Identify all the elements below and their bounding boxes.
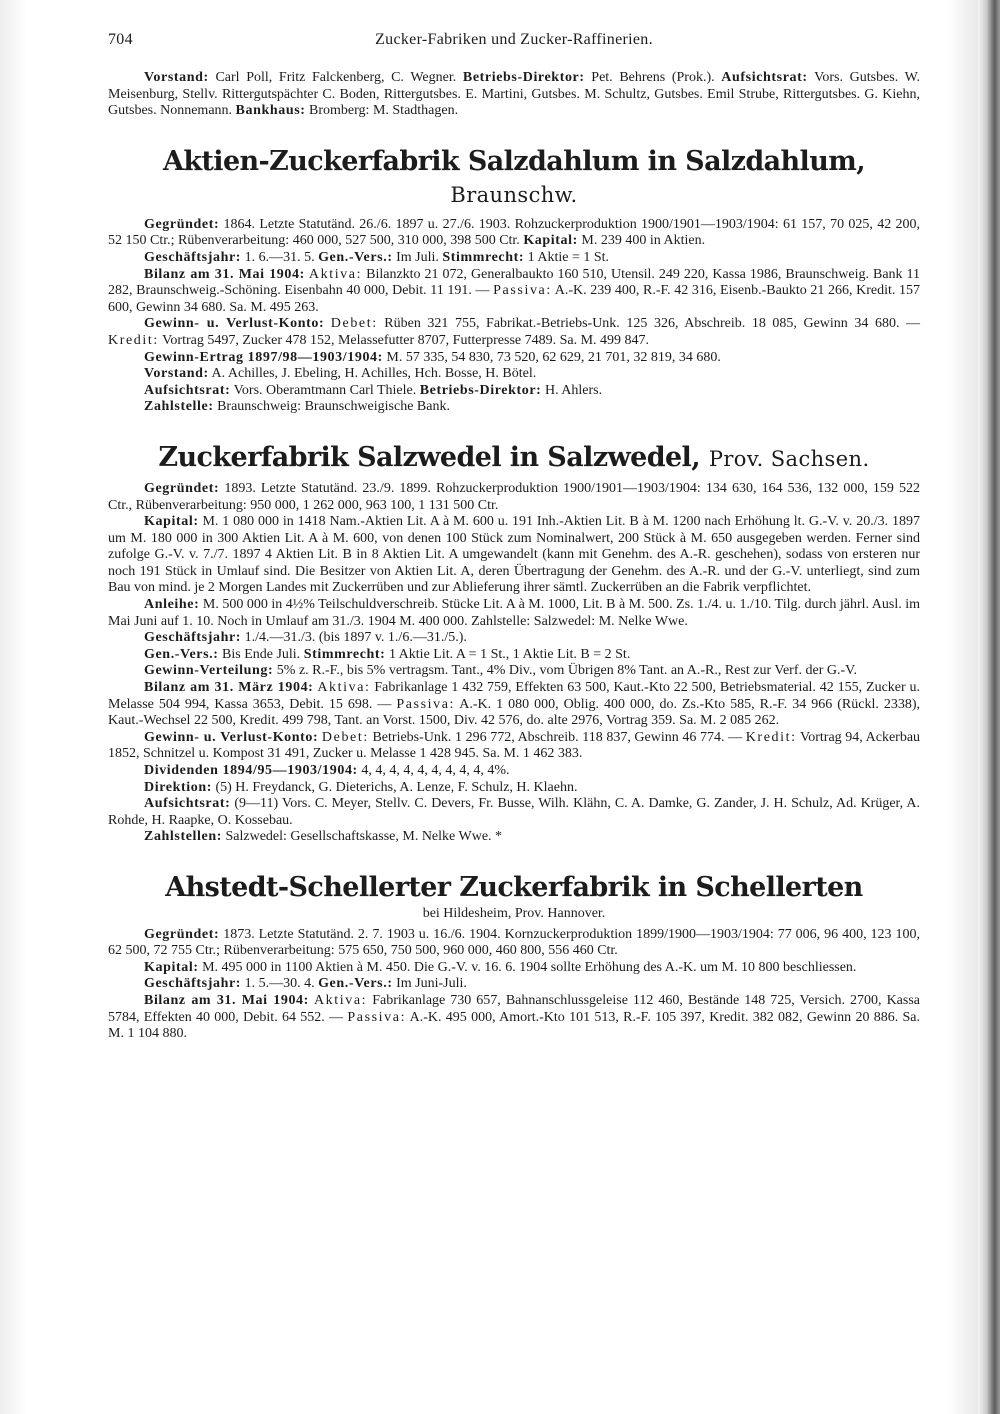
- para-geschaeftsjahr: [108, 630, 920, 647]
- label-passiva: Passiva:: [347, 1009, 407, 1025]
- text-stimmrecht: 1 Aktie Lit. A = 1 St., 1 Aktie Lit. B = 2 St.: [388, 646, 631, 662]
- label-genvers: Gen.-Vers.:: [318, 249, 393, 265]
- para-gegruendet: [108, 927, 920, 960]
- label-vorstand: Vorstand:: [144, 366, 209, 382]
- section-title-text: Ahstedt-Schellerter Zuckerfabrik in Schellerten: [165, 871, 863, 903]
- label-aufsichtsrat: Aufsichtsrat:: [144, 382, 231, 398]
- label-gewinn-ertrag: Gewinn-Ertrag 1897/98—1903/1904:: [144, 349, 383, 365]
- text-vorstand: A. Achilles, J. Ebeling, H. Achilles, Hch. Bosse, H. Bötel.: [211, 366, 537, 382]
- text-aufsichtsrat: Vors. Gutsbes. W. Meisenburg, Stellv. Rittergutspächter C. Boden, Rittergutsbes. E. Martini, Gutsbes. M. Schultz, Gutsbes. Emil Strube, Rittergutsbes. G. Kiehn, Gutsbes. Nonnemann.: [108, 70, 921, 119]
- section-location: Braunschw.: [450, 182, 578, 207]
- text-debet: Betriebs-Unk. 1 296 772, Abschreib. 118 837, Gewinn 46 774. —: [372, 729, 743, 745]
- text-geschaeftsjahr: 1. 5.—30. 4.: [244, 976, 315, 992]
- label-guv: Gewinn- u. Verlust-Konto:: [144, 729, 319, 745]
- para-direktion: [108, 780, 920, 797]
- intro-vorstand-para: [108, 70, 920, 120]
- section-salzdahlum: [108, 146, 920, 416]
- text-gegruendet: 1864. Letzte Statutänd. 26./6. 1897 u. 27./6. 1903. Rohzuckerproduktion 1900/1901—1903/1904: 61 157, 70 025, 42 200, 52 150 Ctr.; Rübenverarbeitung: 460 000, 527 500, 310 000, 398 500 Ctr.: [108, 216, 921, 249]
- text-vorstand: Carl Poll, Fritz Falckenberg, C. Wegner.: [215, 70, 457, 85]
- page-number: 704: [108, 31, 133, 48]
- label-bilanz: Bilanz am 31. Mai 1904:: [144, 266, 305, 282]
- running-title: Zucker-Fabriken und Zucker-Raffinerien.: [375, 31, 653, 48]
- text-direktion: (5) H. Freydanck, G. Dieterichs, A. Lenze, F. Schulz, H. Klaehn.: [215, 779, 578, 795]
- label-geschaeftsjahr: Geschäftsjahr:: [144, 249, 242, 265]
- para-aufsichtsrat: [108, 796, 920, 829]
- label-bankhaus: Bankhaus:: [235, 103, 306, 119]
- label-zahlstellen: Zahlstellen:: [144, 829, 222, 845]
- para-anleihe: [108, 597, 920, 630]
- label-kapital: Kapital:: [144, 959, 199, 975]
- text-aufsichtsrat: (9—11) Vors. C. Meyer, Stellv. C. Devers, Fr. Busse, Wilh. Klähn, C. A. Damke, G. Zander, J. H. Schulz, Ad. Krüger, A. Rohde, H. Raapke, O. Kossebau.: [108, 796, 920, 828]
- para-geschaeftsjahr: [108, 250, 920, 267]
- label-stimmrecht: Stimmrecht:: [303, 646, 386, 662]
- text-gegruendet: 1873. Letzte Statutänd. 2. 7. 1903 u. 16./6. 1904. Kornzuckerproduktion 1899/1900—1903/1904: 77 006, 96 400, 123 100, 62 500, 72 755 Ctr.; Rübenverarbeitung: 575 650, 750 500, 960 000, 460 800, 556 460 Ctr.: [108, 926, 921, 959]
- label-gegruendet: Gegründet:: [144, 926, 220, 942]
- label-aktiva: Aktiva:: [317, 680, 371, 696]
- label-passiva: Passiva:: [493, 283, 552, 299]
- para-dividenden: [108, 763, 920, 780]
- para-kapital: [108, 960, 920, 977]
- running-head: [108, 18, 920, 52]
- text-dividenden: 4, 4, 4, 4, 4, 4, 4, 4, 4, 4%.: [361, 763, 510, 778]
- para-gewinn-verteilung: [108, 663, 920, 680]
- section-ahstedt: [108, 872, 920, 1043]
- para-bilanz: [108, 267, 920, 317]
- text-gewinn-verteilung: 5% z. R.-F., bis 5% vertragsm. Tant., 4% Div., vom Übrigen 8% Tant. an A.-R., Rest zur Verf. der G.-V.: [276, 663, 857, 679]
- label-bilanz: Bilanz am 31. Mai 1904:: [144, 992, 309, 1008]
- para-genvers: [108, 647, 920, 664]
- label-guv: Gewinn- u. Verlust-Konto:: [144, 316, 325, 332]
- text-kredit: Vortrag 94, Ackerbau 1852, Schnitzel u. Kompost 31 491, Zucker u. Melasse 1 428 945. Sa. M. 1 462 383.: [108, 729, 921, 762]
- text-gegruendet: 1893. Letzte Statutänd. 23./9. 1899. Rohzuckerproduktion 1900/1901—1903/1904: 134 630, 164 536, 132 000, 159 522 Ctr., Rübenverarbeitung: 950 000, 1 262 000, 963 100, 1 131 500 Ctr.: [108, 480, 921, 513]
- label-kredit: Kredit:: [108, 332, 159, 348]
- para-kapital: [108, 514, 920, 597]
- section-title-text: Zuckerfabrik Salzwedel in Salzwedel,: [158, 441, 701, 473]
- para-zahlstelle: [108, 399, 920, 416]
- text-aktiva: Fabrikanlage 1 432 759, Effekten 63 500, Kaut.-Kto 22 500, Betriebsmaterial. 42 155, Zucker u. Melasse 504 994, Kassa 3653, Debit. 15 698. —: [108, 680, 921, 712]
- intro-block: [108, 70, 920, 120]
- label-aufsichtsrat: Aufsichtsrat:: [721, 70, 808, 85]
- label-geschaeftsjahr: Geschäftsjahr:: [144, 630, 242, 646]
- label-stimmrecht: Stimmrecht:: [442, 249, 525, 265]
- label-vorstand: Vorstand:: [144, 70, 209, 85]
- section-title: [108, 146, 920, 211]
- text-passiva: A.-K. 1 080 000, Oblig. 400 000, do. Zs.-Kto 585, R.-F. 34 966 (Rückl. 2338), Kaut.-Wechsel 22 500, Kredit. 499 798, Tant. an Vorst. 1500, Div. 42 576, do. alte 2976, Vortrag 359. Sa. M. 2 085 262.: [108, 696, 920, 729]
- label-kapital: Kapital:: [144, 514, 199, 530]
- para-gewinn-ertrag: [108, 350, 920, 367]
- para-geschaeftsjahr: [108, 976, 920, 993]
- label-kapital: Kapital:: [523, 233, 578, 249]
- label-aktiva: Aktiva:: [308, 266, 363, 282]
- label-aktiva: Aktiva:: [313, 992, 368, 1008]
- label-betriebs-direktor: Betriebs-Direktor:: [419, 382, 542, 398]
- text-betriebs-direktor: H. Ahlers.: [544, 382, 603, 398]
- text-aktiva: Fabrikanlage 730 657, Bahnanschlussgeleise 112 460, Bestände 148 725, Versich. 2700, Kassa 5784, Effekten 40 000, Debit. 64 552. —: [108, 992, 921, 1025]
- text-anleihe: M. 500 000 in 4½% Teilschuldverschreib. Stücke Lit. A à M. 1000, Lit. B à M. 500. Zs. 1./4. u. 1./10. Tilg. durch jährl. Ausl. im Mai Juni auf 1. 10. Noch in Umlauf am 31./3. 1904 M. 400 000. Zahlstelle: Salzwedel: M. Nelke Wwe.: [108, 597, 921, 629]
- label-gegruendet: Gegründet:: [144, 480, 220, 496]
- label-debet: Debet:: [330, 316, 378, 332]
- para-aufsichtsrat: [108, 383, 920, 400]
- section-salzwedel: [108, 442, 920, 846]
- text-zahlstelle: Braunschweig: Braunschweigische Bank.: [217, 399, 450, 415]
- label-zahlstelle: Zahlstelle:: [144, 399, 214, 415]
- label-kredit: Kredit:: [745, 729, 797, 745]
- text-stimmrecht: 1 Aktie = 1 St.: [527, 249, 610, 265]
- para-vorstand: [108, 366, 920, 383]
- text-passiva: A.-K. 495 000, Amort.-Kto 101 513, R.-F. 105 397, Kredit. 382 082, Gewinn 20 886. Sa. M. 1 104 880.: [108, 1009, 921, 1042]
- para-guv: [108, 316, 920, 349]
- text-debet: Rüben 321 755, Fabrikat.-Betriebs-Unk. 125 326, Abschreib. 18 085, Gewinn 34 680. —: [384, 316, 921, 332]
- text-betriebs-direktor: Pet. Behrens (Prok.).: [591, 70, 715, 85]
- text-gewinn-ertrag: M. 57 335, 54 830, 73 520, 62 629, 21 701, 32 819, 34 680.: [386, 349, 721, 365]
- text-genvers: Im Juni-Juli.: [396, 976, 467, 992]
- para-guv: [108, 730, 920, 763]
- text-kapital: M. 1 080 000 in 1418 Nam.-Aktien Lit. A à M. 600 u. 191 Inh.-Aktien Lit. B à M. 1200 nach Erhöhung lt. G.-V. v. 20./3. 1897 um M. 180 000 in 300 Aktien Lit. A à M. 600, von denen 100 Stück zum Nominalwert, 200 Stück à M. 650 ausgegeben werden. Ferner sind zufolge G.-V. v. 7./7. 1897 4 Aktien Lit. B in 8 Aktien Lit. A umgewandelt (kann mit Genehm. des A.-R. geschehen), sodass von ersteren nur noch 191 Stück in Umlauf sind. Die Besitzer von Aktien Lit. A, deren Übertragung der Genehm. des A.-R. und der G.-V. unterliegt, sind zum Bau von mind. je 2 Morgen Landes mit Zuckerrüben und zur Ablieferung ihrer sämtl. Zuckerrüben an die Fabrik verpflichtet.: [108, 514, 921, 596]
- section-title-text: Aktien-Zuckerfabrik Salzdahlum in Salzdahlum,: [162, 145, 866, 177]
- label-betriebs-direktor: Betriebs-Direktor:: [462, 70, 585, 85]
- label-direktion: Direktion:: [144, 779, 212, 795]
- para-gegruendet: [108, 217, 920, 250]
- text-kredit: Vortrag 5497, Zucker 478 152, Melassefutter 8707, Futterpresse 7489. Sa. M. 499 847.: [162, 332, 650, 348]
- para-bilanz: [108, 993, 920, 1043]
- label-dividenden: Dividenden 1894/95—1903/1904:: [144, 763, 358, 778]
- text-kapital: M. 239 400 in Aktien.: [581, 233, 706, 249]
- text-genvers: Bis Ende Juli.: [222, 646, 301, 662]
- label-genvers: Gen.-Vers.:: [144, 646, 219, 662]
- text-aufsichtsrat: Vors. Oberamtmann Carl Thiele.: [233, 382, 417, 398]
- section-title: [108, 872, 920, 904]
- label-gegruendet: Gegründet:: [144, 216, 220, 232]
- text-geschaeftsjahr: 1./4.—31./3. (bis 1897 v. 1./6.—31./5.).: [244, 630, 467, 646]
- label-bilanz: Bilanz am 31. März 1904:: [144, 680, 314, 696]
- text-genvers: Im Juli.: [396, 249, 439, 265]
- text-geschaeftsjahr: 1. 6.—31. 5.: [244, 249, 315, 265]
- page-content: [108, 18, 920, 1043]
- text-zahlstellen: Salzwedel: Gesellschaftskasse, M. Nelke Wwe. *: [225, 829, 503, 845]
- label-genvers: Gen.-Vers.:: [318, 976, 393, 992]
- text-kapital: M. 495 000 in 1100 Aktien à M. 450. Die G.-V. v. 16. 6. 1904 sollte Erhöhung des A.-K. um M. 10 800 beschliessen.: [202, 959, 857, 975]
- section-title: [108, 442, 920, 475]
- section-subtitle: bei Hildesheim, Prov. Hannover.: [422, 905, 606, 921]
- label-gewinn-verteilung: Gewinn-Verteilung:: [144, 663, 274, 679]
- para-zahlstellen: [108, 829, 920, 846]
- section-location: Prov. Sachsen.: [708, 446, 870, 471]
- label-debet: Debet:: [321, 729, 369, 745]
- label-passiva: Passiva:: [396, 696, 456, 712]
- label-geschaeftsjahr: Geschäftsjahr:: [144, 976, 242, 992]
- para-bilanz: [108, 680, 920, 730]
- para-gegruendet: [108, 481, 920, 514]
- label-anleihe: Anleihe:: [144, 597, 200, 613]
- page-edge-shadow: [978, 0, 1000, 1414]
- text-aktiva: Bilanzkto 21 072, Generalbaukto 160 510, Utensil. 249 220, Kassa 1986, Braunschweig. Bank 11 282, Braunschweig.-Schöning. Eisenbahn 40 000, Debit. 11 191. —: [108, 266, 921, 299]
- text-passiva: A.-K. 239 400, R.-F. 42 316, Eisenb.-Baukto 21 266, Kredit. 157 600, Gewinn 34 680. Sa. M. 495 263.: [108, 283, 920, 315]
- label-aufsichtsrat: Aufsichtsrat:: [144, 796, 231, 812]
- text-bankhaus: Bromberg: M. Stadthagen.: [309, 103, 459, 119]
